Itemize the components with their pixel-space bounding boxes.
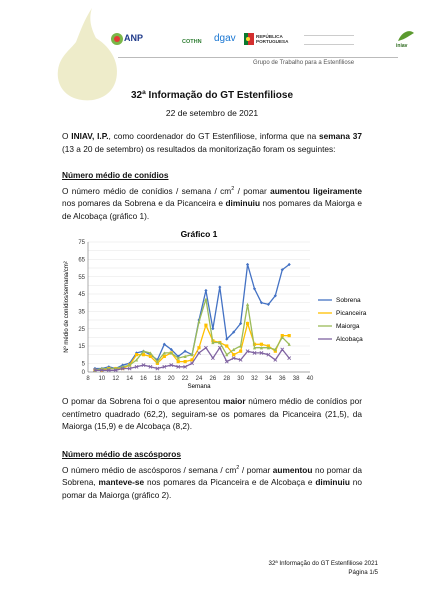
page-date: 22 de setembro de 2021 xyxy=(165,108,259,118)
header-divider xyxy=(118,57,398,58)
y-tick-label: 75 xyxy=(78,240,85,247)
legend-label: Alcobaça xyxy=(336,336,363,344)
header-caption: Grupo de Trabalho para a Estenfiliose xyxy=(253,60,355,66)
footer-document-title: 32ª Informação do GT Estenfiliose 2021 xyxy=(268,560,378,567)
data-point xyxy=(184,360,187,363)
iniav-logo-icon xyxy=(396,29,416,43)
data-point xyxy=(177,360,180,363)
x-tick-label: 20 xyxy=(167,376,175,382)
republica-portuguesa-logo: REPÚBLICA PORTUGUESA xyxy=(256,34,289,44)
y-tick-label: 0 xyxy=(81,370,85,377)
x-tick-label: 12 xyxy=(112,376,120,382)
data-point xyxy=(288,357,291,360)
data-point xyxy=(246,263,249,266)
conidios-paragraph: O número médio de conídios / semana / $cm^2$ / pomar aumentou ligeiramente nos pomares da Sobrena e da Picanceira e diminuiu nos pomares da Maiorga e de Alcobaça (gráfico 1). xyxy=(62,185,362,221)
legend-label: Sobrena xyxy=(336,297,361,305)
section-heading-ascosporos: Número médio de ascósporos xyxy=(62,449,181,459)
section-heading-conidios: Número médio de conídios xyxy=(62,170,169,180)
data-point xyxy=(197,346,200,349)
y-tick-label: 5 xyxy=(81,361,85,368)
y-tick-label: 55 xyxy=(78,274,85,281)
data-point xyxy=(204,324,207,327)
y-tick-label: 15 xyxy=(78,344,85,351)
legend-label: Maiorga xyxy=(336,323,360,331)
anp-logo-icon xyxy=(110,32,124,46)
intro-paragraph: O INIAV, I.P., como coordenador do GT Estenfiliose, informa que na semana 37 (13 a 20 de setembro) os resultados da monitorização foram os seguintes: xyxy=(62,131,362,154)
data-point xyxy=(197,320,200,323)
x-tick-label: 14 xyxy=(126,376,133,382)
data-point xyxy=(260,343,263,346)
x-tick-label: 32 xyxy=(251,376,258,382)
data-point xyxy=(218,285,221,288)
x-tick-label: 40 xyxy=(306,376,314,382)
cothn-logo: COTHN xyxy=(182,39,202,45)
data-point xyxy=(246,322,249,325)
y-axis-label: Nº médio de conídios/semana/cm² xyxy=(64,261,70,353)
x-tick-label: 38 xyxy=(292,376,300,382)
x-tick-label: 36 xyxy=(278,376,286,382)
data-point xyxy=(232,353,235,356)
y-tick-label: 45 xyxy=(78,292,85,299)
x-axis-label: Semana xyxy=(187,383,211,390)
dgav-logo: dgav xyxy=(214,33,236,44)
chart-title: Gráfico 1 xyxy=(180,229,218,239)
y-tick-label: 25 xyxy=(78,326,85,333)
ascosporos-paragraph: O número médio de ascósporos / semana / $cm^2$ / pomar aumentou no pomar da Sobrena, manteve-se nos pomares da Picanceira e de Alcobaça e diminuiu no pomar da Maiorga (gráfico 2). xyxy=(62,464,362,500)
data-point xyxy=(211,327,214,330)
page-title: 32ª Informação do GT Estenfiliose xyxy=(130,90,294,101)
x-tick-label: 8 xyxy=(86,376,90,382)
x-tick-label: 34 xyxy=(265,376,272,382)
y-tick-label: 65 xyxy=(78,257,85,264)
x-tick-label: 10 xyxy=(98,376,106,382)
x-tick-label: 24 xyxy=(195,376,203,382)
iniav-logo: iniav xyxy=(396,43,408,49)
data-point xyxy=(204,289,207,292)
chart-grafico-1 xyxy=(60,226,372,391)
data-point xyxy=(239,350,242,353)
x-tick-label: 18 xyxy=(154,376,161,382)
x-tick-label: 28 xyxy=(223,376,231,382)
footer-page-number: Página 1/5 xyxy=(348,569,378,576)
data-point xyxy=(225,344,228,347)
data-point xyxy=(246,303,249,306)
y-tick-label: 35 xyxy=(78,309,85,316)
x-tick-label: 22 xyxy=(181,376,189,382)
data-point xyxy=(288,334,291,337)
anp-logo: ANP xyxy=(124,33,144,43)
data-point xyxy=(135,353,138,356)
x-tick-label: 26 xyxy=(209,376,217,382)
ministry-text-block xyxy=(304,35,354,45)
legend-label: Picanceira xyxy=(336,310,367,318)
republica-portuguesa-flag-icon xyxy=(244,33,254,45)
x-tick-label: 16 xyxy=(140,376,147,382)
x-tick-label: 30 xyxy=(237,376,244,382)
conidios-summary-paragraph: O pomar da Sobrena foi o que apresentou maior número médio de conídios por centímetro quadrado (62,2), seguiram-se os pomares da Picanceira (21,5), da Maiorga (15,9) e de Alcobaça (8,2). xyxy=(62,396,362,431)
